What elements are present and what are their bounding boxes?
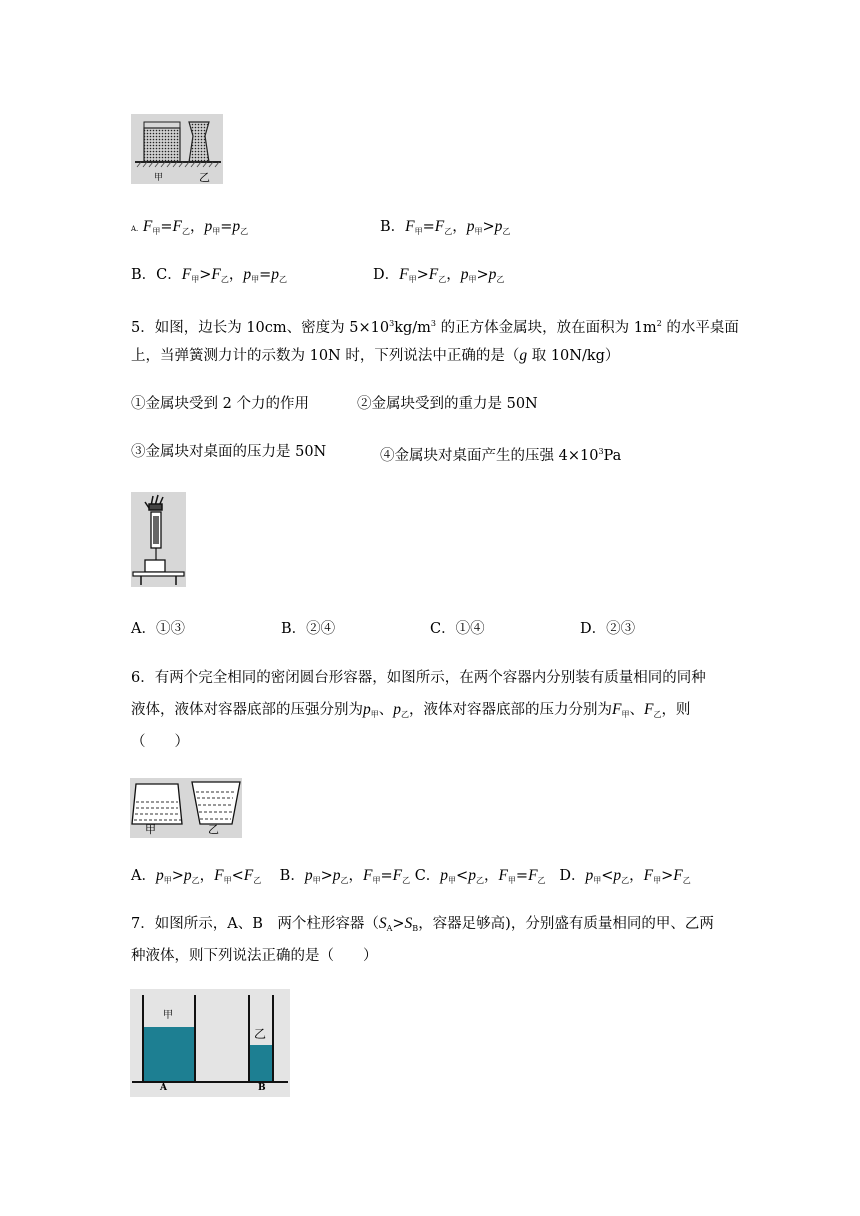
q6-container-yi — [192, 782, 240, 824]
q6-fig-label-jia: 甲 — [145, 823, 156, 836]
q5-option-d: D．②③ — [580, 621, 636, 637]
hand-icon — [145, 495, 163, 510]
q7-liquid-yi — [250, 1045, 272, 1081]
q4-container-yi — [189, 122, 209, 162]
q5-statement-4: ④金属块对桌面产生的压强 $4\times 10^3Pa$ — [380, 447, 622, 464]
q4-option-a: A. $F_甲=F_乙$，$p_甲=p_乙$ — [131, 218, 249, 236]
q6-option-c: C．$p_甲<p_乙$，$F_甲=F_乙$ — [414, 867, 546, 885]
metal-block — [145, 560, 165, 572]
q4-container-jia — [144, 128, 180, 162]
q5-statement-1: ①金属块受到 2 个力的作用 — [131, 396, 309, 412]
q7-containers-diagram — [130, 989, 290, 1097]
q5-statement-3: ③金属块对桌面的压力是 50N — [131, 444, 327, 460]
table-top — [133, 572, 184, 576]
q6-fig-label-yi: 乙 — [208, 823, 219, 836]
q7-liquid-jia — [144, 1027, 194, 1081]
q6-options — [131, 866, 691, 891]
q4-option-b: B．$F_甲=F_乙$，$p_甲>p_乙$ — [380, 218, 511, 236]
q5-figure — [131, 492, 186, 587]
q4-option-c: B．C．$F_甲>F_乙$，$p_甲=p_乙$ — [131, 266, 287, 284]
q5-question-line1: 5．如图，边长为 10cm、密度为 $5\times 10^3kg/m^3$ 的正方体金属块，放在面积为 $1m^2$ 的水平桌面 — [131, 319, 739, 336]
q6-figure — [130, 778, 242, 838]
q5-option-a: A．①③ — [131, 621, 185, 637]
q6-option-b: B．$p_甲>p_乙$，$F_甲=F_乙$ — [279, 867, 411, 885]
q4-fig-label-yi: 乙 — [199, 171, 210, 184]
q7-fig-label-yi: 乙 — [254, 1027, 267, 1041]
q4-option-d: D．$F_甲>F_乙$，$p_甲>p_乙$ — [373, 266, 505, 284]
q5-statement-2: ②金属块受到的重力是 50N — [357, 396, 538, 412]
q7-fig-label-a: A — [160, 1083, 167, 1093]
q4-fig-label-jia: 甲 — [154, 173, 164, 183]
q6-option-a: A．$p_甲>p_乙$，$F_甲<F_乙$ — [131, 867, 262, 885]
q6-question-line3: （ ） — [131, 734, 189, 750]
q6-question-line2: 液体，液体对容器底部的压强分别为$p_甲$、$p_乙$，液体对容器底部的压力分别为$F_甲$、$F_乙$，则 — [131, 701, 691, 719]
q7-question-line1: 7．如图所示，A、B 两个柱形容器（$S_A>S_B$，容器足够高)，分别盛有质量相同的甲、乙两 — [131, 915, 714, 933]
q7-fig-label-jia: 甲 — [163, 1010, 173, 1021]
q6-container-jia — [132, 784, 182, 824]
q7-figure — [130, 989, 290, 1097]
q5-spring-scale-diagram — [131, 492, 186, 587]
q7-question-line2: 种液体，则下列说法正确的是（ ） — [131, 948, 378, 964]
q5-question-line2: 上，当弹簧测力计的示数为 10N 时，下列说法中正确的是（g 取 10N/kg） — [131, 347, 620, 364]
q6-question-line1: 6．有两个完全相同的密闭圆台形容器，如图所示，在两个容器内分别装有质量相同的同种 — [131, 670, 706, 686]
q5-option-b: B．②④ — [281, 621, 336, 637]
q4-figure — [131, 114, 223, 184]
q6-option-d: D．$p_甲<p_乙$，$F_甲>F_乙$ — [559, 867, 691, 885]
q5-option-c: C．①④ — [430, 621, 485, 637]
q7-fig-label-b: B — [258, 1083, 266, 1093]
